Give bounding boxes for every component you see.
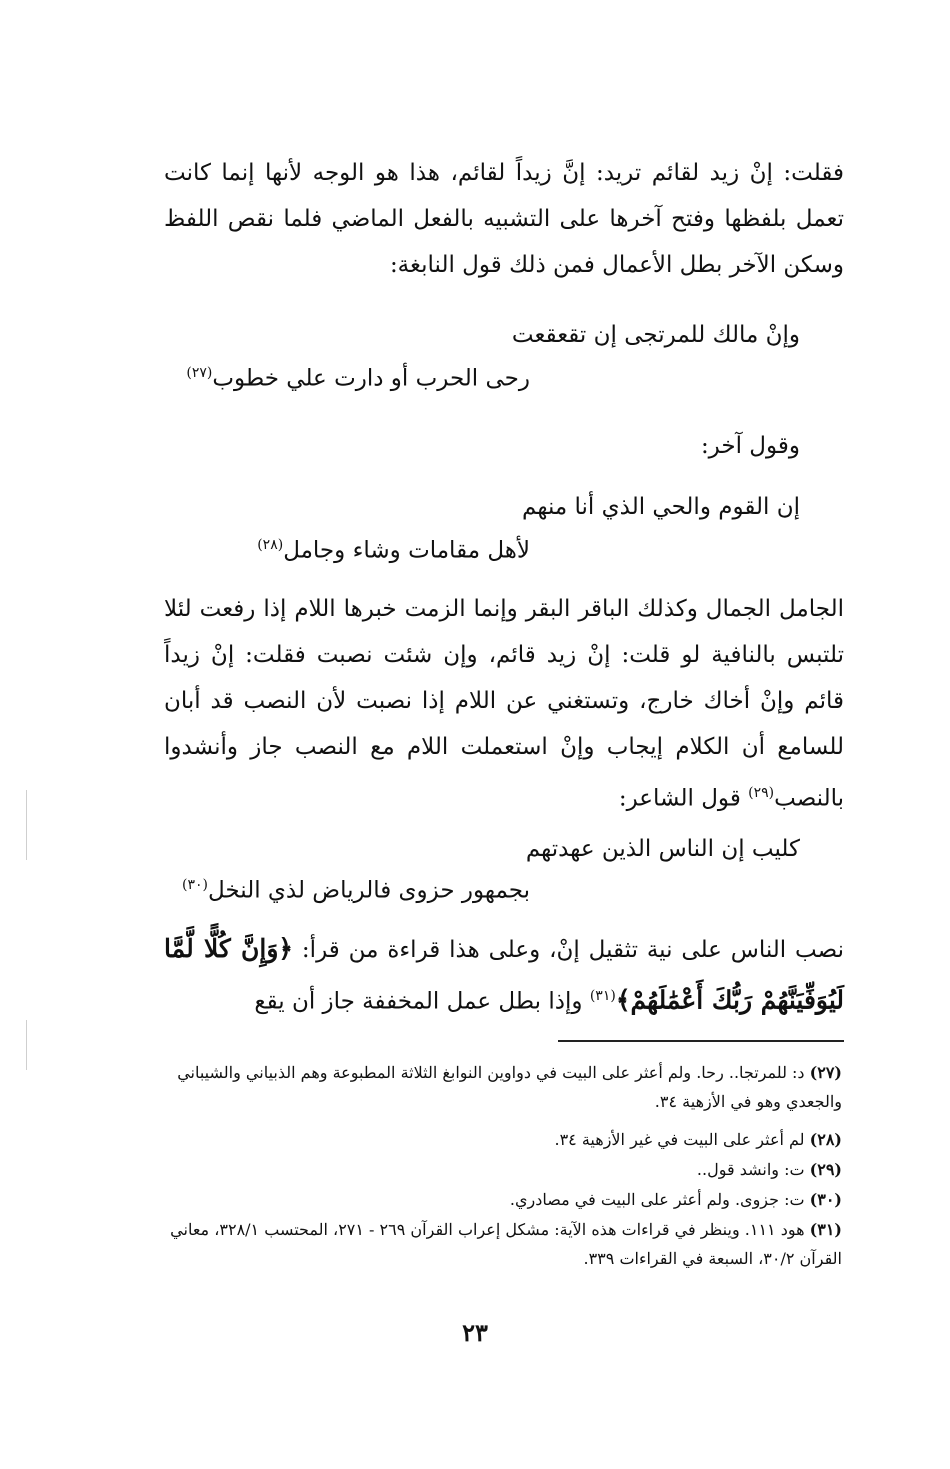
footnote-number: (٣١) — [809, 1220, 842, 1239]
verse-2-line-1: إن القوم والحي الذي أنا منهم — [522, 494, 800, 520]
footnote-ref-29: (٢٩) — [748, 785, 775, 801]
paragraph-4-end: وإذا بطل عمل المخففة جاز أن يقع — [254, 988, 590, 1015]
paragraph-1: فقلت: إنْ زيد لقائم تريد: إنَّ زيداً لقائم، هذا هو الوجه لأنها إنما كانت تعمل بلفظها وفتح آخرها على التشبيه بالفعل الماضي فلما نقص اللفظ وسكن الآخر بطل الأعمال فمن ذلك قول النابغة: — [164, 160, 844, 278]
paragraph-3-text: الجامل الجمال وكذلك الباقر البقر وإنما الزمت خبرها اللام إذا رفعت لئلا تلتبس بالنافية لو قلت: إنْ زيد قائم، وإن شئت نصبت فقلت: إنْ زيداً قائم وإنْ أخاك خارج، وتستغني عن اللام إذا نصبت لأن النصب قد أبان للسامع أن الكلام إيجاب وإنْ استعملت اللام مع النصب جاز وأنشدوا بالنصب — [164, 596, 844, 812]
paragraph-3-end: قول الشاعر: — [618, 785, 749, 812]
footnote-text: لم أعثر على البيت في غير الأزهية ٣٤. — [554, 1130, 805, 1149]
verse-2-line-2 — [257, 528, 530, 568]
footnote-ref-27: (٢٧) — [186, 365, 213, 381]
footnote-number: (٢٧) — [809, 1063, 842, 1082]
verse-1-line-2-text: رحى الحرب أو دارت علي خطوب — [212, 365, 530, 392]
footnote-number: (٢٨) — [809, 1130, 842, 1149]
footnote-27 — [152, 1058, 842, 1116]
verse-1-line-2 — [186, 356, 530, 396]
scan-edge-mark — [26, 1020, 27, 1070]
footnote-text: د: للمرتجا.. رحا. ولم أعثر على البيت في دواوين النوابغ الثلاثة المطبوعة وهم الذبياني والشيباني والجعدي وهو في الأزهية ٣٤. — [177, 1063, 842, 1111]
verse-2-line-2-text: لأهل مقامات وشاء وجامل — [283, 537, 530, 564]
footnote-text: هود ١١١. وينظر في قراءات هذه الآية: مشكل إعراب القرآن ٢٦٩ - ٢٧١، المحتسب ٣٢٨/١، معاني القرآن ٣٠/٢، السبعة في القراءات ٣٣٩. — [170, 1220, 842, 1268]
footnote-number: (٢٩) — [809, 1160, 842, 1179]
footnote-28 — [152, 1125, 842, 1154]
paragraph-2: وقول آخر: — [700, 433, 800, 459]
verse-3-line-2 — [182, 868, 530, 908]
paragraph-4 — [164, 926, 844, 1025]
verse-3-line-2-text: بجمهور حزوى فالرياض لذي النخل — [208, 877, 530, 904]
footnote-31 — [152, 1215, 842, 1273]
footnote-text: ت: جزوى. ولم أعثر على البيت في مصادري. — [509, 1190, 805, 1209]
footnote-text: ت: وانشد قول.. — [696, 1160, 805, 1179]
footnote-ref-28: (٢٨) — [257, 537, 284, 553]
footnote-ref-31: (٣١) — [589, 988, 616, 1004]
verse-3-line-1: كليب إن الناس الذين عهدتهم — [525, 836, 800, 862]
footnote-ref-30: (٣٠) — [182, 877, 208, 893]
paragraph-4-start: نصب الناس على نية تثقيل إنْ، وعلى هذا قراءة من قرأ: — [293, 937, 844, 963]
verse-1-line-1: وإنْ مالك للمرتجى إن تقعقعت — [511, 322, 800, 348]
footnote-number: (٣٠) — [809, 1190, 842, 1209]
page-number: ٢٣ — [462, 1318, 488, 1347]
footnote-29 — [152, 1155, 842, 1184]
footnote-divider — [558, 1040, 844, 1042]
quran-verse: ﴿وَإِنَّ كُلًّا لَّمَّا لَيُوَفِّيَنَّهُمْ رَبُّكَ أَعْمَٰلَهُمْ﴾ — [164, 934, 844, 1015]
scan-edge-mark — [26, 790, 27, 860]
footnote-30 — [152, 1185, 842, 1214]
paragraph-3 — [164, 586, 844, 822]
